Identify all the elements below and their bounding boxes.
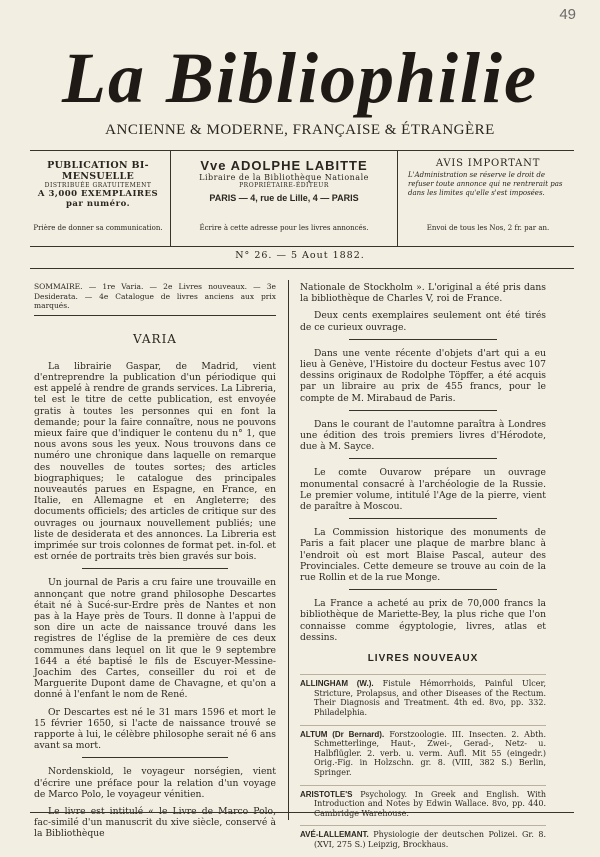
copies-sub: par numéro. [65, 199, 131, 209]
book-author: ALLINGHAM (W.). [300, 679, 374, 689]
column-divider [288, 280, 289, 820]
avis-title: AVIS IMPORTANT [435, 158, 541, 169]
book-entry [300, 785, 546, 819]
header-right-column [402, 150, 574, 246]
book-author: ARISTOTLE'S [300, 789, 353, 799]
distribution-note: DISTRIBUÉE GRATUITEMENT [44, 182, 152, 189]
book-description: Fistule Hémorrhoids, Painful Ulcer, Stricture, Prolapsus, and other Diseases of the Rectum. Their Diagnosis and Treatment. 4th ed. 8vo, pp. 332. Philadelphia. [314, 679, 546, 718]
book-author: ALTUM (Dr Bernard). [300, 729, 385, 739]
article-paragraph: Un journal de Paris a cru faire une trouvaille en annonçant que notre grand philosophe Descartes était né à Sucé-sur-Erdre près de Nantes et non pas à la Haye près de Tours. Il donne à l'appui de son dire un acte de naissance trouvé dans les registres de l'église de la première de ces deux communes dans lequel on lit que le 9 septembre 1644 a été baptisé le fils de Escuyer-Messine-Joachim des Cartes, conseiller du roi et de Marguerite Dupont dame de Chavagne, et qu'on a donné à l'enfant le nom de René. [34, 577, 276, 701]
publisher-title: Libraire de la Bibliothèque Nationale [199, 173, 369, 182]
article-separator [349, 339, 497, 340]
mid-foot-note: Écrire à cette adresse pour les livres annoncés. [199, 224, 369, 232]
publisher-role: PROPRIÉTAIRE-ÉDITEUR [239, 182, 329, 189]
header-left-column [30, 150, 166, 246]
article-separator [349, 518, 497, 519]
copies-count: A 3,000 EXEMPLAIRES [37, 189, 159, 199]
header-mid-column [170, 150, 398, 246]
book-description: Psychology. In Greek and English. With Introduction and Notes by Edwin Wallace. 8vo, pp. 440. Cambridge Warehouse. [314, 789, 546, 818]
book-description: Forstzoologie. III. Insecten. 2. Abth. Schmetterlinge, Haut-, Zwei-, Gerad-, Netz- u. Halbflügler. 2. verb. u. verm. Aufl. Mit 55 (eingedr.) Orig.-Fig. in Holzschn. gr. 8. (VIII, 382 S.) Berlin, Springer. [314, 729, 546, 778]
article-separator [349, 410, 497, 411]
left-column [34, 282, 276, 846]
article-separator [82, 757, 227, 758]
article-paragraph: Or Descartes est né le 31 mars 1596 et mort le 15 février 1650, si l'acte de naissance trouvé se rapporte à lui, le célèbre philosophe serait né 6 ans avant sa mort. [34, 706, 276, 752]
article-paragraph: La France a acheté au prix de 70,000 francs la bibliothèque de Mariette-Bey, la plus riche que l'on connaisse comme égyptologie, livres, atlas et dessins. [300, 598, 546, 643]
article-paragraph: Nationale de Stockholm ». L'original a été pris dans la bibliothèque de Charles V, roi de France. [300, 282, 546, 305]
issue-rule [30, 268, 574, 269]
book-entry [300, 674, 546, 717]
header-bottom-rule [30, 246, 574, 247]
right-foot-note: Envoi de tous les Nos, 2 fr. par an. [426, 224, 550, 232]
article-separator [349, 458, 497, 459]
livres-nouveaux-heading: LIVRES NOUVEAUX [367, 653, 479, 665]
header-box [30, 150, 574, 246]
book-entry [300, 725, 546, 778]
book-description: Physiologie der deutschen Polizei. Gr. 8. (XVI, 275 S.) Leipzig, Brockhaus. [314, 830, 546, 849]
page-number-annotation: 49 [559, 6, 576, 23]
right-column [300, 282, 546, 857]
masthead-subtitle: ANCIENNE & MODERNE, FRANÇAISE & ÉTRANGÈRE [105, 122, 495, 138]
article-paragraph: Dans le courant de l'automne paraîtra à Londres une édition des trois premiers livres d'Hérodote, due à M. Sayce. [300, 418, 546, 453]
article-paragraph: Le comte Ouvarow prépare un ouvrage monumental consacré à l'archéologie de la Russie. Le premier volume, intitulé l'Age de la pierre, vient de paraître à Moscou. [300, 467, 546, 513]
book-entry [300, 825, 546, 849]
article-paragraph: Deux cents exemplaires seulement ont été tirés de ce curieux ouvrage. [300, 310, 546, 333]
article-separator [82, 568, 227, 569]
issue-number-date: N° 26. — 5 Aout 1882. [235, 250, 365, 261]
publication-frequency: PUBLICATION BI-MENSUELLE [47, 160, 149, 182]
article-separator [349, 589, 497, 590]
publisher-address: PARIS — 4, rue de Lille, 4 — PARIS [209, 193, 359, 203]
article-paragraph: La Commission historique des monuments de Paris a fait placer une plaque de marbre blanc à l'endroit où est mort Blaise Pascal, auteur des Provinciales. Cette demeure se trouve au coin de la rue Rollin et de la rue Monge. [300, 527, 546, 584]
article-paragraph: Dans une vente récente d'objets d'art qui a eu lieu à Genève, l'Histoire du docteur Festus avec 107 dessins originaux de Rodolphe Töpffer, a été acquis par un libraire au prix de 455 francs, pour le compte de M. Mirabaud de Paris. [300, 347, 546, 404]
article-paragraph: Le livre est intitulé « le Livre de Marco Polo, fac-similé d'un manuscrit du xive siècle, conservé à la Bibliothèque [34, 806, 276, 840]
left-foot-note: Prière de donner sa communication. [33, 224, 163, 232]
masthead-title: La Bibliophilie [61, 38, 539, 118]
varia-heading: VARIA [133, 331, 177, 346]
publisher-name: Vve ADOLPHE LABITTE [200, 158, 368, 173]
article-paragraph: Nordenskiold, le voyageur norségien, vient d'écrire une préface pour la relation d'un voyage de Marco Polo, le voyageur vénitien. [34, 766, 276, 800]
avis-text: L'Administration se réserve le droit de refuser toute annonce qui ne rentrerait pas dans les limites qu'elle s'est imposées. [408, 171, 563, 197]
book-author: AVÉ-LALLEMANT. [300, 830, 369, 840]
article-paragraph: La librairie Gaspar, de Madrid, vient d'entreprendre la publication d'un périodique qui est appelé à rendre de grands services. La Libreria, tel est le titre de cette publication, est envoyée gratis à toutes les personnes qui en font la demande; pour la faire connaître, nous ne pouvons mieux faire que d'indiquer le contenu du n° 1, que nous avons sous les yeux. Nous trouvons dans ce numéro une chronique dans laquelle on remarque des nouvelles de toutes sortes; des articles biographiques; le catalogue des principales nouveautés parues en Espagne, en France, en Italie, en Allemagne et en Angleterre; des documents officiels; des articles de critique sur des ouvrages ou journaux nouvellement publiés; une liste de desiderata et des annonces. La Libreria est imprimée sur trois colonnes de format pet. in-fol. et est ornée de portraits très bien gravés sur bois. [34, 360, 276, 563]
page-bottom-rule [30, 812, 574, 813]
sommaire: SOMMAIRE. — 1re Varia. — 2e Livres nouveaux. — 3e Desiderata. — 4e Catalogue de livres anciens aux prix marqués. [34, 282, 276, 316]
